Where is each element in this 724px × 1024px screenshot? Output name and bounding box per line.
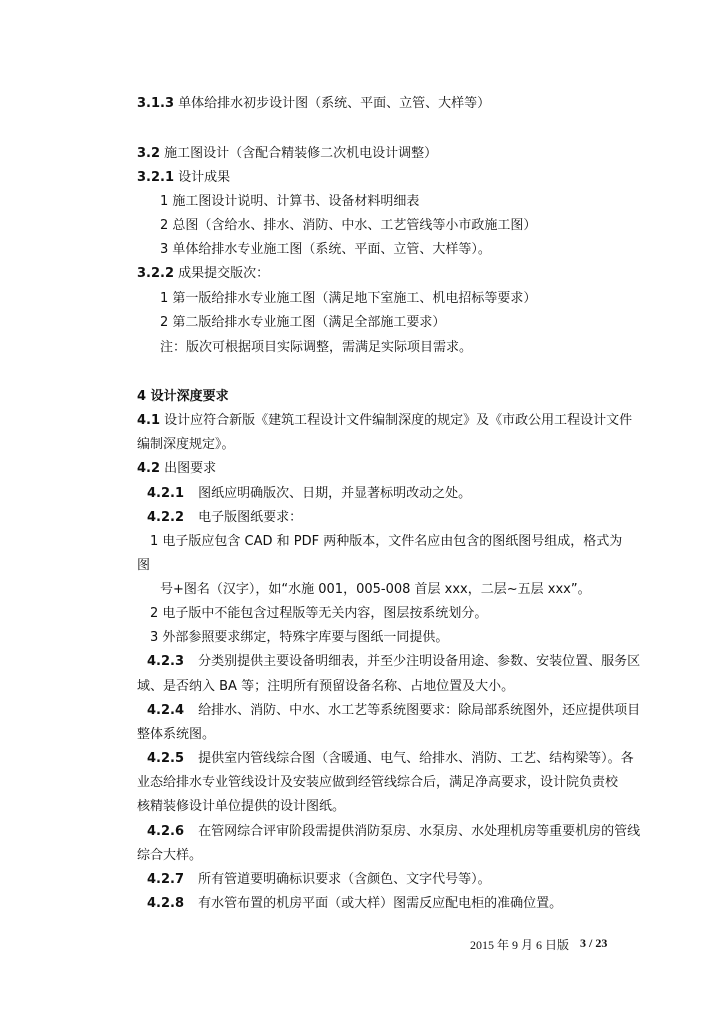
section-text: 图纸应明确版次、日期，并显著标明改动之处。 <box>198 486 472 501</box>
list-item-cont: 号+图名（汉字），如“水施 001，005-008 首层 xxx，二层~五层 xxx”。 <box>160 582 591 597</box>
section-text: 所有管道要明确标识要求（含颜色、文字代号等）。 <box>198 872 491 887</box>
section-text: 给排水、消防、中水、水工艺等系统图要求：除局部系统图外，还应提供项目 <box>198 703 641 718</box>
footer-page-number: 3 / 23 <box>580 936 608 950</box>
section-text: 电子版图纸要求： <box>198 510 303 525</box>
para-4-2-4 <box>147 703 640 719</box>
list-item: 2 电子版中不能包含过程版等无关内容，图层按系统划分。 <box>150 606 488 621</box>
section-number: 4.2.1 <box>147 486 185 501</box>
para-4-1-cont: 编制深度规定》。 <box>137 437 235 452</box>
section-number: 4.2.6 <box>147 824 185 839</box>
para-4-1 <box>137 413 632 429</box>
section-text: 有水管布置的机房平面（或大样）图需反应配电柜的准确位置。 <box>198 896 563 911</box>
para-4-2-6-cont: 综合大样。 <box>137 848 203 863</box>
footer-date: 2015 年 9 月 6 日版 <box>470 938 570 952</box>
section-number: 4.1 <box>137 413 161 428</box>
section-number: 3.2.2 <box>137 266 175 281</box>
section-text: 分类别提供主要设备明细表，并至少注明设备用途、参数、安装位置、服务区 <box>198 654 641 669</box>
list-item: 1 电子版应包含 CAD 和 PDF 两种版本，文件名应由包含的图纸图号组成，格式为 <box>150 534 623 549</box>
heading-3-2 <box>137 146 437 162</box>
para-4-2-8 <box>147 896 562 912</box>
para-4-2-5 <box>147 751 634 767</box>
para-4-2-3-cont: 域、是否纳入 BA 等；注明所有预留设备名称、占地位置及大小。 <box>137 679 515 694</box>
section-text: 出图要求 <box>164 461 217 476</box>
section-number: 3.2 <box>137 146 161 161</box>
para-4-2-5-cont: 核精装修设计单位提供的设计图纸。 <box>137 799 346 814</box>
section-number: 4.2.7 <box>147 872 185 887</box>
note: 注：版次可根据项目实际调整，需满足实际项目需求。 <box>160 340 473 355</box>
section-text: 单体给排水初步设计图（系统、平面、立管、大样等） <box>178 96 491 111</box>
section-text: 成果提交版次： <box>178 266 270 281</box>
list-item: 2 总图（含给水、排水、消防、中水、工艺管线等小市政施工图） <box>160 218 537 233</box>
section-text: 设计应符合新版《建筑工程设计文件编制深度的规定》及《市政公用工程设计文件 <box>164 413 633 428</box>
section-text: 在管网综合评审阶段需提供消防泵房、水泵房、水处理机房等重要机房的管线 <box>198 824 641 839</box>
list-item: 1 施工图设计说明、计算书、设备材料明细表 <box>160 194 420 209</box>
heading-3-1-3 <box>137 96 490 112</box>
section-number: 4.2.2 <box>147 510 185 525</box>
section-text: 设计成果 <box>178 170 231 185</box>
list-item: 3 外部参照要求绑定，特殊字库要与图纸一同提供。 <box>150 630 449 645</box>
heading-4-2 <box>137 461 216 477</box>
para-4-2-1 <box>147 486 471 502</box>
section-number: 4.2.4 <box>147 703 185 718</box>
para-4-2-5-cont: 业态给排水专业管线设计及安装应做到经管线综合后，满足净高要求，设计院负责校 <box>137 775 619 790</box>
para-4-2-7 <box>147 872 491 888</box>
para-4-2-3 <box>147 654 640 670</box>
para-4-2-6 <box>147 824 640 840</box>
section-text: 施工图设计（含配合精装修二次机电设计调整） <box>164 146 438 161</box>
para-4-2-4-cont: 整体系统图。 <box>137 727 216 742</box>
section-number: 4.2.5 <box>147 751 185 766</box>
list-item-cont: 图 <box>137 558 151 573</box>
list-item: 3 单体给排水专业施工图（系统、平面、立管、大样等）。 <box>160 242 491 257</box>
heading-3-2-2 <box>137 266 269 282</box>
section-number: 4.2 <box>137 461 161 476</box>
heading-3-2-1 <box>137 170 230 186</box>
section-number: 4.2.8 <box>147 896 185 911</box>
section-text: 提供室内管线综合图（含暖通、电气、给排水、消防、工艺、结构梁等）。各 <box>198 751 634 766</box>
list-item: 1 第一版给排水专业施工图（满足地下室施工、机电招标等要求） <box>160 291 537 306</box>
list-item: 2 第二版给排水专业施工图（满足全部施工要求） <box>160 315 446 330</box>
section-number: 4.2.3 <box>147 654 185 669</box>
section-number: 3.2.1 <box>137 170 175 185</box>
para-4-2-2 <box>147 510 302 526</box>
heading-4: 4 设计深度要求 <box>137 389 229 404</box>
section-number: 3.1.3 <box>137 96 175 111</box>
